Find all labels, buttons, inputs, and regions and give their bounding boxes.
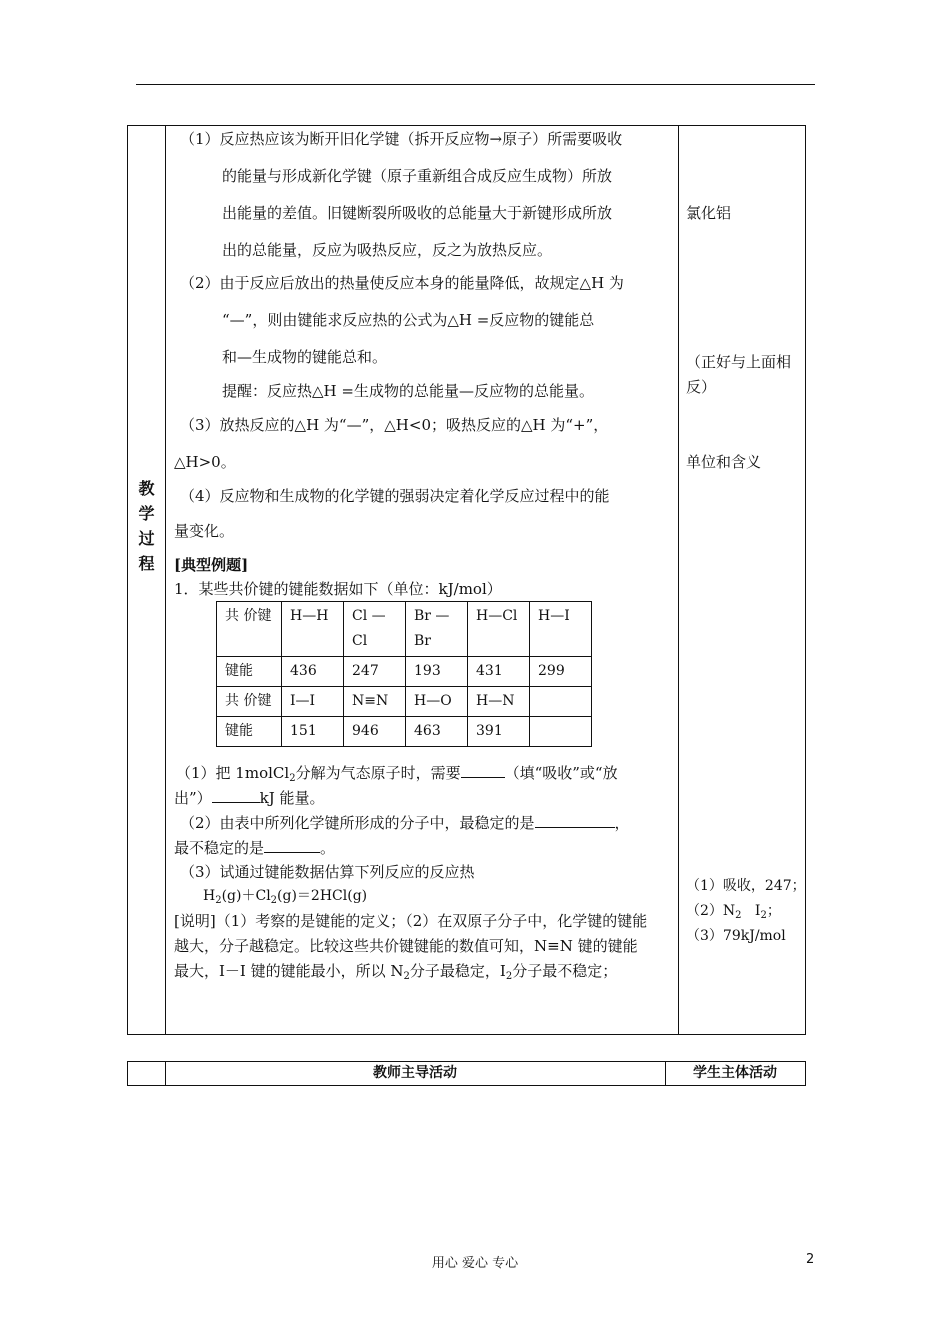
- table-cell: 共 价键: [217, 687, 282, 717]
- bond-energy-table: [216, 601, 592, 747]
- page-number: 2: [806, 1252, 815, 1267]
- para1-line2: 的能量与形成新化学键（原子重新组合成反应生成物）所放: [222, 167, 613, 185]
- table-cell: H—Cl: [468, 602, 530, 657]
- para1-line4: 出的总能量，反应为吸热反应，反之为放热反应。: [222, 241, 553, 259]
- para2-reminder: 提醒：反应热△H =生成物的总能量—反应物的总能量。: [222, 382, 594, 400]
- reaction-equation: $H_2(g)+Cl_2(g)=2HCl(g)$: [203, 888, 368, 906]
- answer-blank[interactable]: [461, 763, 505, 778]
- table-cell: 键能: [217, 657, 282, 687]
- table-cell: 391: [468, 717, 530, 747]
- para3-line2: △H>0。: [174, 453, 236, 471]
- side-label-teaching-process: 教 学 过 程: [138, 479, 155, 573]
- table-cell: 151: [282, 717, 344, 747]
- explanation-line1: [说明]（1）考察的是键能的定义；（2）在双原子分子中，化学键的键能: [174, 912, 648, 930]
- answer-blank[interactable]: [212, 788, 260, 803]
- explanation-line2: 越大，分子越稳定。比较这些共价键键能的数值可知，N≡N 键的键能: [174, 937, 638, 955]
- column-divider-left: [165, 126, 166, 1034]
- answer-3: （3）79kJ/mol: [686, 928, 786, 944]
- table-cell: Br —Br: [406, 602, 468, 657]
- note-aluminum-chloride: 氯化铝: [686, 204, 732, 222]
- table-cell: 431: [468, 657, 530, 687]
- table-cell: [530, 687, 592, 717]
- table-cell: 299: [530, 657, 592, 687]
- answer-blank[interactable]: [264, 838, 320, 853]
- note-opposite-line2: 反）: [686, 378, 717, 396]
- example-heading: [典型例题]: [174, 556, 249, 574]
- para2-line2: “—”，则由键能求反应热的公式为△H =反应物的键能总: [222, 311, 595, 329]
- table-row: [217, 657, 592, 687]
- table-cell: 436: [282, 657, 344, 687]
- para3-line1: （3）放热反应的△H 为“—”，△H<0；吸热反应的△H 为“+”，: [180, 416, 609, 434]
- table-cell: Cl —Cl: [344, 602, 406, 657]
- question-1-line2: 出”） kJ 能量。: [174, 789, 325, 807]
- table-cell: 键能: [217, 717, 282, 747]
- question-2-line2: 最不稳定的是 。: [174, 839, 336, 857]
- table-cell: 共 价键: [217, 602, 282, 657]
- para4-line2: 量变化。: [174, 522, 235, 540]
- answer-2: $(2)N_2$ $I_2$；: [686, 903, 781, 921]
- table-cell: N≡N: [344, 687, 406, 717]
- header-rule: [136, 84, 815, 85]
- table-cell: H—H: [282, 602, 344, 657]
- student-activity-header: 学生主体活动: [693, 1065, 777, 1081]
- question-1-line1: （1）把 1molCl$_2$分解为气态原子时，需要 （填“吸收”或“放: [176, 764, 618, 784]
- table-cell: H—N: [468, 687, 530, 717]
- teacher-activity-header: 教师主导活动: [373, 1065, 457, 1081]
- explanation-line3: 最大，I－I 键的键能最小，所以 $N_2$分子最稳定，$I_2$分子最不稳定；: [174, 962, 618, 982]
- para1-line3: 出能量的差值。旧键断裂所吸收的总能量大于新键形成所放: [222, 204, 613, 222]
- answer-1: （1）吸收，247；: [686, 878, 806, 894]
- answer-blank[interactable]: [535, 813, 615, 828]
- activity-header-table: [127, 1061, 806, 1086]
- table-cell: H—I: [530, 602, 592, 657]
- table-row: [217, 717, 592, 747]
- note-opposite-line1: （正好与上面相: [686, 353, 792, 371]
- para4-line1: （4）反应物和生成物的化学键的强弱决定着化学反应过程中的能: [180, 487, 610, 505]
- table-cell: 193: [406, 657, 468, 687]
- page-footer: 用心 爱心 专心: [431, 1256, 519, 1271]
- table-cell: 247: [344, 657, 406, 687]
- question-3: （3）试通过键能数据估算下列反应的反应热: [180, 863, 475, 881]
- table-row: [217, 687, 592, 717]
- table-cell: [530, 717, 592, 747]
- para2-line1: （2）由于反应后放出的热量使反应本身的能量降低，故规定△H 为: [180, 274, 624, 292]
- table-cell: I—I: [282, 687, 344, 717]
- table-cell: 946: [344, 717, 406, 747]
- para2-line3: 和—生成物的键能总和。: [222, 348, 388, 366]
- column-divider-right: [678, 126, 679, 1034]
- question-2-line1: （2）由表中所列化学键所形成的分子中，最稳定的是 ，: [180, 814, 630, 832]
- table-cell: H—O: [406, 687, 468, 717]
- para1-line1: （1）反应热应该为断开旧化学键（拆开反应物→原子）所需要吸收: [180, 130, 623, 148]
- table-row: [217, 602, 592, 657]
- note-unit-meaning: 单位和含义: [686, 453, 762, 471]
- table-cell: 463: [406, 717, 468, 747]
- question-intro: 1．某些共价键的键能数据如下（单位：kJ/mol）: [174, 580, 502, 598]
